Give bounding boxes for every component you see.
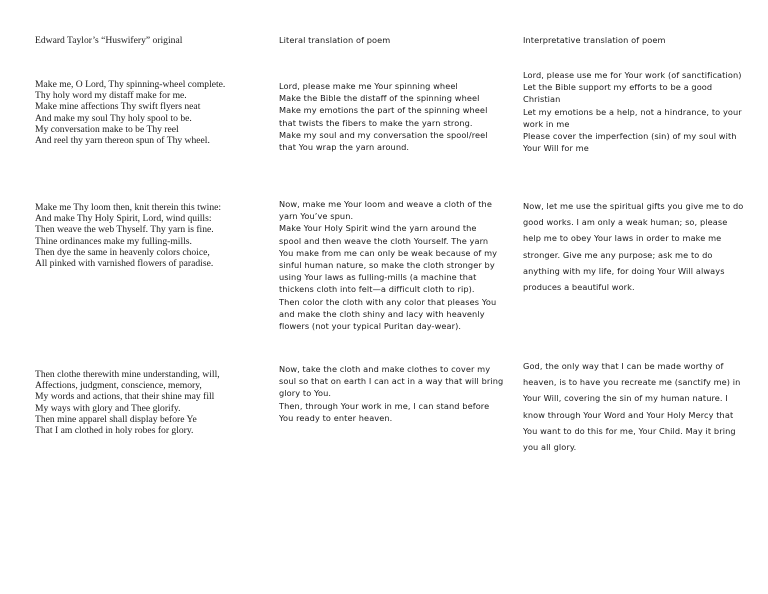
- poem-line: Then, through Your work in me, I can stand before: [279, 400, 490, 411]
- poem-line: anything with my life, for doing Your Will always: [523, 265, 725, 276]
- poem-line: And make Thy Holy Spirit, Lord, wind quills:: [35, 213, 212, 225]
- stanza-2-interpretive: [523, 198, 763, 295]
- poem-line: Then weave the web Thyself. Thy yarn is fine.: [35, 224, 214, 236]
- poem-line: that You wrap the yarn around.: [279, 142, 410, 153]
- poem-line: All pinked with varnished flowers of paradise.: [35, 258, 214, 270]
- poem-line: You ready to enter heaven.: [279, 412, 393, 423]
- poem-line: help me to obey Your laws in order to make me: [523, 233, 722, 244]
- poem-line: Your Will for me: [523, 143, 589, 154]
- poem-line: that twists the fibers to make the yarn strong.: [279, 117, 473, 128]
- poem-line: You want to do this for me, Your Child. May it bring: [523, 425, 736, 436]
- poem-line: Christian: [523, 94, 561, 105]
- poem-line: Then color the cloth with any color that pleases You: [279, 296, 497, 307]
- poem-line: Make me Thy loom then, knit therein this twine:: [35, 202, 222, 213]
- stanza-1-original: [35, 79, 265, 146]
- poem-line: produces a beautiful work.: [523, 282, 635, 293]
- poem-line: work in me: [523, 118, 570, 129]
- poem-line: you all glory.: [523, 442, 577, 453]
- stanza-1-literal: [279, 80, 491, 153]
- poem-line: Affections, judgment, conscience, memory,: [35, 380, 202, 392]
- poem-line: soul so that on earth I can act in a way that will bring: [279, 376, 504, 387]
- header-interpretive: Interpretative translation of poem: [523, 35, 666, 45]
- poem-line: Make Your Holy Spirit wind the yarn around the: [279, 223, 477, 234]
- poem-line: good works. I am only a weak human; so, please: [523, 217, 728, 228]
- poem-line: sinful human nature, so make the cloth stronger by: [279, 260, 495, 271]
- poem-line: And reel thy yarn thereon spun of Thy wheel.: [35, 135, 210, 147]
- poem-line: yarn You’ve spun.: [279, 211, 354, 222]
- poem-line: Make the Bible the distaff of the spinning wheel: [279, 93, 480, 104]
- poem-line: heaven, is to have you recreate me (sanctify me) in: [523, 377, 741, 388]
- poem-line: My words and actions, that their shine may fill: [35, 391, 215, 403]
- stanza-2-original: [35, 202, 265, 269]
- poem-line: You make from me can only be weak because of my: [279, 247, 498, 258]
- poem-line: God, the only way that I can be made worthy of: [523, 361, 724, 371]
- poem-line: thickens cloth into felt—a difficult cloth to rip).: [279, 284, 475, 295]
- poem-line: Let my emotions be a help, not a hindrance, to your: [523, 106, 742, 117]
- poem-line: Thy holy word my distaff make for me.: [35, 90, 187, 102]
- poem-line: Make my soul and my conversation the spool/reel: [279, 129, 488, 140]
- poem-line: Make my emotions the part of the spinning wheel: [279, 105, 488, 116]
- stanza-3-original: [35, 369, 265, 436]
- poem-line: And make my soul Thy holy spool to be.: [35, 112, 192, 124]
- poem-line: That I am clothed in holy robes for glory.: [35, 425, 194, 437]
- stanza-3-literal: [279, 363, 504, 424]
- poem-line: spool and then weave the cloth Yourself. The yarn: [279, 235, 489, 246]
- poem-line: Thine ordinances make my fulling-mills.: [35, 235, 192, 247]
- header-literal: Literal translation of poem: [279, 35, 391, 45]
- stanza-1-interpretive: [523, 69, 763, 154]
- header-original: Edward Taylor’s “Huswifery” original: [35, 35, 183, 46]
- poem-line: Make me, O Lord, Thy spinning-wheel complete.: [35, 79, 226, 90]
- poem-line: My ways with glory and Thee glorify.: [35, 402, 181, 414]
- stanza-3-interpretive: [523, 358, 763, 455]
- poem-line: Now, let me use the spiritual gifts you give me to do: [523, 201, 744, 211]
- stanza-2-literal: [279, 198, 498, 332]
- poem-line: Let the Bible support my efforts to be a good: [523, 82, 713, 93]
- poem-line: My conversation make to be Thy reel: [35, 123, 179, 135]
- poem-line: Now, take the cloth and make clothes to cover my: [279, 364, 491, 374]
- poem-line: Make mine affections Thy swift flyers neat: [35, 101, 201, 113]
- poem-line: glory to You.: [279, 388, 332, 399]
- poem-line: Lord, please use me for Your work (of sanctification): [523, 70, 742, 80]
- poem-line: Then clothe therewith mine understanding, will,: [35, 369, 220, 380]
- poem-line: flowers (not your typical Puritan day-wear).: [279, 321, 462, 332]
- poem-line: Lord, please make me Your spinning wheel: [279, 81, 458, 91]
- poem-line: Your Will, covering the sin of my human nature. I: [523, 393, 728, 404]
- poem-line: and make the cloth shiny and lacy with heavenly: [279, 308, 485, 319]
- poem-line: using Your laws as fulling-mills (a machine that: [279, 272, 477, 283]
- poem-line: stronger. Give me any purpose; ask me to do: [523, 249, 713, 260]
- poem-line: Now, make me Your loom and weave a cloth of the: [279, 199, 492, 209]
- poem-line: Please cover the imperfection (sin) of my soul with: [523, 131, 737, 142]
- poem-line: Then dye the same in heavenly colors choice,: [35, 246, 210, 258]
- poem-line: Then mine apparel shall display before Ye: [35, 413, 197, 425]
- poem-line: know through Your Word and Your Holy Mercy that: [523, 409, 734, 420]
